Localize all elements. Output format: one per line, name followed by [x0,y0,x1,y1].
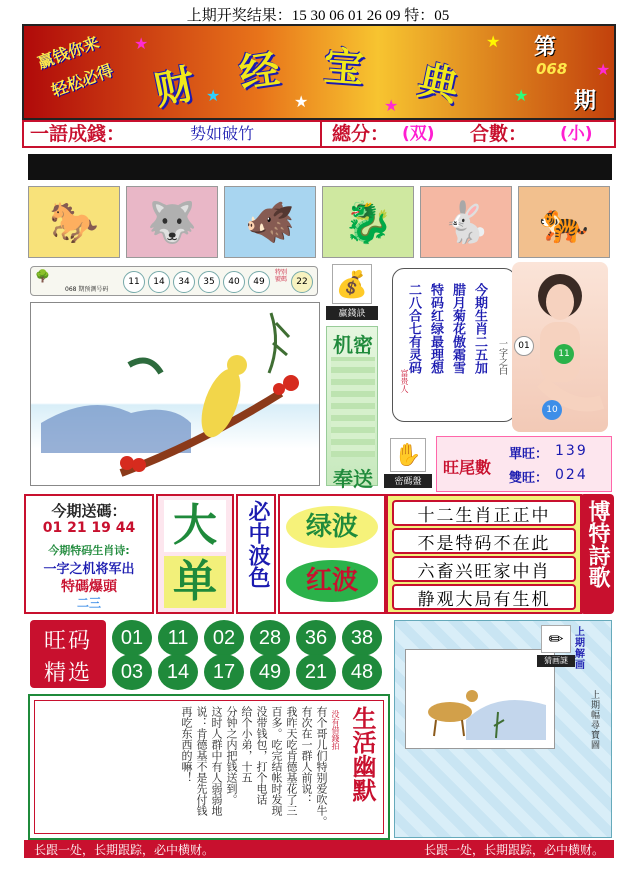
hot-number: 03 [112,654,152,690]
star-icon: ★ [384,96,399,115]
phrase-label: 一語成錢： [30,123,126,145]
hot-number: 14 [158,654,198,690]
hot-label-2: 精选 [43,661,92,686]
phrase-row [22,120,616,148]
footer-right: 长跟一处，长期跟踪，必中横财。 [423,843,604,857]
humor-title: 生活幽默 [348,706,376,802]
bird-painting-svg [31,303,321,487]
issue-number: 068 [536,60,568,78]
hot-number: 21 [296,654,336,690]
verse-line: 不是特码不在此 [392,528,576,554]
predict-number: 11 [123,271,145,293]
footer-bar [24,840,614,858]
star-icon: ★ [294,92,309,111]
win-money-box [326,262,378,322]
humor-text-column: 再吃东西的嘛！ [180,706,193,783]
tree-icon: 🌳 [35,269,50,283]
title-char-2: 经 [236,46,283,98]
poem-author: 富贵人 [400,369,409,393]
double-label: 雙旺： [509,471,549,486]
model-image [512,262,608,432]
predict-label: 068 期预测号码 [65,286,109,293]
explain-title: 上期解画 [575,627,585,671]
footer-left: 长跟一处，长期跟踪，必中横财。 [34,843,215,857]
humor-text-column: 有次在一群人前说： [300,706,313,805]
secret-title: 机密 [333,333,373,357]
money-icon: 💰 [332,264,372,304]
issue-suffix: 期 [574,89,597,114]
left-slogan-2: 轻松必得 [49,60,116,101]
wave-label-box [236,494,276,614]
issue-prefix: 第 [534,35,557,60]
total-label: 總分： [332,123,390,145]
poem-scroll [392,268,516,422]
single-label: 單旺： [509,447,549,462]
verse-title: 博特詩歌 [585,500,610,588]
rabbit-image: 🐇 [420,186,512,258]
secret-footer: 奉送 [333,467,373,491]
zodiac-title: 今期特码生肖诗: [48,544,130,557]
left-slogan-1: 赢钱你来 [35,32,102,73]
star-icon: ★ [134,34,149,53]
tail-label: 旺尾數 [443,458,492,477]
star-icon: ★ [514,86,529,105]
hot-number: 11 [158,620,198,656]
total-value: (双) [402,124,435,144]
title-char-1: 财 [150,61,200,115]
last-result-line: 上期开奖结果：15 30 06 01 26 09 特：05 [186,8,450,24]
hot-label-box [30,620,106,688]
poem-note: 一字之白 [497,339,507,375]
model-ball-1: 01 [514,336,534,356]
black-bar [28,154,612,180]
humor-text-column: 说：肯德基不是先付钱 [195,706,208,816]
verse-line: 静观大局有生机 [392,584,576,610]
divider [320,122,322,146]
predict-number: 35 [198,271,220,293]
secret-blur [331,357,375,457]
star-icon: ★ [596,60,611,79]
humor-text-column: 我昨天吃肯德基花了三 [285,706,298,816]
zodiac-line-3: 二三 [76,596,101,610]
hot-number: 01 [112,620,152,656]
humor-text-column: 有个哥儿们特别爱吹牛。 [315,706,328,827]
title-banner [22,24,616,120]
verse-title-box [580,494,614,614]
title-char-3: 宝 [322,43,366,93]
predict-number: 22 [291,271,313,293]
phrase-value: 势如破竹 [190,124,255,143]
humor-note: 没有借錢拍 [331,710,340,750]
poem-line: 二八合七有灵码 [406,283,421,374]
secret-column [326,326,378,491]
sum-label: 合數： [470,123,528,145]
explain-caption: 上期幅尋寶圖 [591,691,601,751]
humor-text-column: 给个小弟，十五 [240,706,253,783]
code-tag: 密碼盤 [384,474,432,488]
hot-number: 48 [342,654,382,690]
zodiac-line-2: 特碼爆頭 [61,579,117,595]
tiger-image: 🐅 [518,186,610,258]
predict-bar [30,266,318,296]
horse-image: 🐎 [28,186,120,258]
single-char: 单 [164,556,226,608]
title-char-4: 典 [413,57,463,111]
bird-painting [30,302,320,486]
wolf-image: 🐺 [126,186,218,258]
sum-value: (小) [560,124,593,144]
poem-line: 腊月菊花傲霜雪 [450,283,465,374]
pencil-icon: ✏ [541,625,571,653]
dragon-image: 🐉 [322,186,414,258]
poem-line: 今期生肖二五加 [472,283,487,374]
send-box [24,494,154,614]
win-tag: 赢錢訣 [326,306,378,320]
wave-box [278,494,386,614]
predict-number: 34 [173,271,195,293]
humor-box [28,694,390,840]
hot-number: 02 [204,620,244,656]
single-value: 139 [555,443,588,459]
verse-line: 六畜兴旺家中肖 [392,556,576,582]
send-numbers: 01 21 19 44 [42,520,136,536]
model-ball-3: 10 [542,400,562,420]
hot-number: 38 [342,620,382,656]
hot-number: 49 [250,654,290,690]
verse-line: 十二生肖正正中 [392,500,576,526]
humor-text-column: 没带钱包，打个电话 [255,706,268,805]
green-wave: 绿波 [286,506,378,548]
wave-label: 必中波色 [245,500,270,588]
humor-text-column: 分钟之内把钱送到。 [225,706,238,805]
special-label: 特别號碼 [275,269,288,283]
humor-text-column: 百多。吃完结帐时发现 [270,706,283,816]
goat-svg [406,650,556,750]
poem-line: 特码红绿最理想 [428,283,443,374]
hot-label-1: 旺码 [43,629,92,654]
send-title: 今期送碼： [51,502,127,520]
zodiac-line-1: 一字之机将军出 [43,562,135,577]
code-box [384,436,432,490]
model-ball-2: 11 [554,344,574,364]
pig-image: 🐗 [224,186,316,258]
hot-number: 36 [296,620,336,656]
red-wave: 红波 [286,560,378,602]
goat-painting [405,649,555,749]
explain-tag: 猜画謎 [537,655,575,667]
tail-box [436,436,612,492]
hand-icon: ✋ [390,438,426,472]
star-icon: ★ [206,86,221,105]
hot-number: 28 [250,620,290,656]
star-icon: ★ [486,32,501,51]
double-value: 024 [555,467,588,483]
slogan-block [30,32,130,116]
hot-numbers-box [108,620,392,690]
predict-number: 49 [248,271,270,293]
predict-number: 40 [223,271,245,293]
last-explain-box [394,620,612,838]
predict-number: 14 [148,271,170,293]
big-char: 大 [164,500,226,552]
hot-number: 17 [204,654,244,690]
big-single-box [156,494,234,614]
humor-text-column: 这时人群中有人弱弱地 [210,706,223,816]
